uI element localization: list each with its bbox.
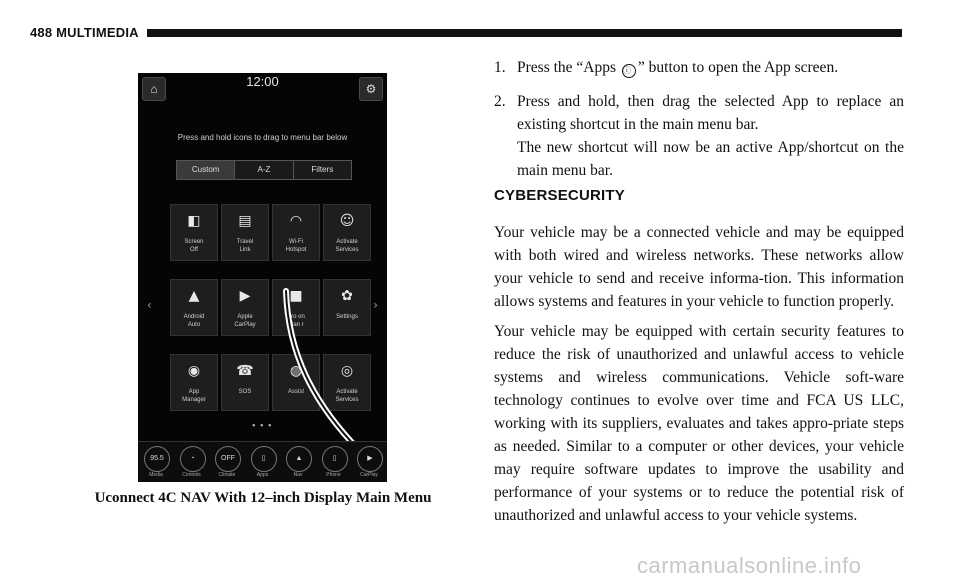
body-paragraph: Your vehicle may be a connected vehicle and may be equipped with both wired and wireless networks. These networks allow your vehicle to send and receive informa-tion. This information allows systems and features in your vehicle to function properly. xyxy=(494,224,904,310)
step-text-part: ” button to open the App screen. xyxy=(637,59,839,76)
apps-icon: ⓘ xyxy=(622,64,636,78)
app-tile-icon: ☺ xyxy=(339,213,355,229)
step-text-part: Press the “Apps xyxy=(517,59,620,76)
page-header xyxy=(30,24,902,42)
app-tile-label: App Manager xyxy=(182,389,206,403)
page-dots-icon: • • • xyxy=(252,421,273,432)
menu-bar-icon: ◔ xyxy=(180,446,206,472)
gear-icon: ⚙ xyxy=(359,77,383,101)
app-tile-label: Settings xyxy=(336,314,358,320)
page-number-section: 488 MULTIMEDIA xyxy=(30,24,147,42)
menu-bar-icon: 95.5 xyxy=(144,446,170,472)
app-tile-label: Pro on Man r xyxy=(287,314,305,328)
step-text: Press and hold, then drag the selected App to replace an existing shortcut in the main menu bar. xyxy=(517,93,904,133)
app-tile-label: SOS xyxy=(238,389,252,395)
figure-caption: Uconnect 4C NAV With 12–inch Display Main Menu xyxy=(94,490,432,506)
app-tile-icon: ◉ xyxy=(187,363,201,379)
screen-tab-custom: Custom xyxy=(177,161,234,179)
header-rule xyxy=(30,29,902,37)
step-text xyxy=(517,56,904,79)
menu-bar-label: Apps xyxy=(256,472,269,478)
menu-bar-label: CarPlay xyxy=(360,472,378,478)
body-paragraph: Your vehicle may be equipped with certain security features to reduce the risk of unauthorized and unlawful access to vehicle systems and wireless communications. Vehicle soft-ware technology continues to evolve over time and FCA US LLC, working with its suppliers, evaluates and takes appro-priate steps as needed. Similar to a computer or other devices, your vehicle may require software updates to improve the usability and performance of your systems or to reduce the potential risk of unauthorized and unlawful access to your vehicle systems. xyxy=(494,323,904,524)
app-tile-label: Travel Link xyxy=(236,239,254,253)
chevron-right-icon: › xyxy=(373,298,378,312)
menu-bar-label: Controls xyxy=(182,472,201,478)
app-tile-icon: ✿ xyxy=(341,288,353,304)
menu-bar-label: Nav xyxy=(293,472,303,478)
home-icon: ⌂ xyxy=(142,77,166,101)
app-tile-icon: ◍ xyxy=(289,363,303,379)
app-tile-label: Activate Services xyxy=(335,239,359,253)
menu-bar-label: Phone xyxy=(326,472,341,478)
uconnect-screen-figure xyxy=(138,73,387,482)
app-tile-label: Apple CarPlay xyxy=(234,314,256,328)
app-tile-icon: ▶ xyxy=(239,288,251,304)
screen-tab-filters: Filters xyxy=(293,161,351,179)
step-note-text: The new shortcut will now be an active App/shortcut on the main menu bar. xyxy=(517,139,904,179)
drag-arrow-icon xyxy=(138,73,387,482)
app-tile-icon: ☎ xyxy=(236,363,254,379)
menu-bar-icon: ▯ xyxy=(251,446,277,472)
app-tile-label: Android Auto xyxy=(183,314,205,328)
screen-tab-a-z: A-Z xyxy=(234,161,292,179)
app-tile-icon: ◎ xyxy=(340,363,354,379)
app-tile-label: Wi-Fi Hotspot xyxy=(285,239,307,253)
menu-bar-icon: OFF xyxy=(215,446,241,472)
app-tile-icon: ■ xyxy=(289,288,303,304)
menu-bar-icon: ▯ xyxy=(322,446,348,472)
app-tile-icon: ▤ xyxy=(238,213,252,229)
app-tile-label: Assist xyxy=(287,389,304,395)
step-number: 2. xyxy=(494,93,506,110)
app-tile-label: Activate Services xyxy=(335,389,359,403)
app-tile-label: Screen Off xyxy=(184,239,204,253)
menu-bar-label: Media xyxy=(149,472,163,478)
app-tile-icon: ◠ xyxy=(289,213,303,229)
menu-bar-icon: ▲ xyxy=(286,446,312,472)
screen-instruction: Press and hold icons to drag to menu bar below xyxy=(177,133,348,142)
menu-bar-icon: ▶ xyxy=(357,446,383,472)
app-tile-icon: ▲ xyxy=(188,288,200,304)
app-tile-icon: ◧ xyxy=(187,213,201,229)
section-heading: CYBERSECURITY xyxy=(494,187,625,204)
watermark: carmanualsonline.info xyxy=(637,553,862,578)
chevron-left-icon: ‹ xyxy=(147,298,152,312)
step-number: 1. xyxy=(494,59,506,76)
main-menu-bar xyxy=(138,441,387,482)
screen-clock: 12:00 xyxy=(246,74,279,89)
menu-bar-label: Climate xyxy=(218,472,236,478)
